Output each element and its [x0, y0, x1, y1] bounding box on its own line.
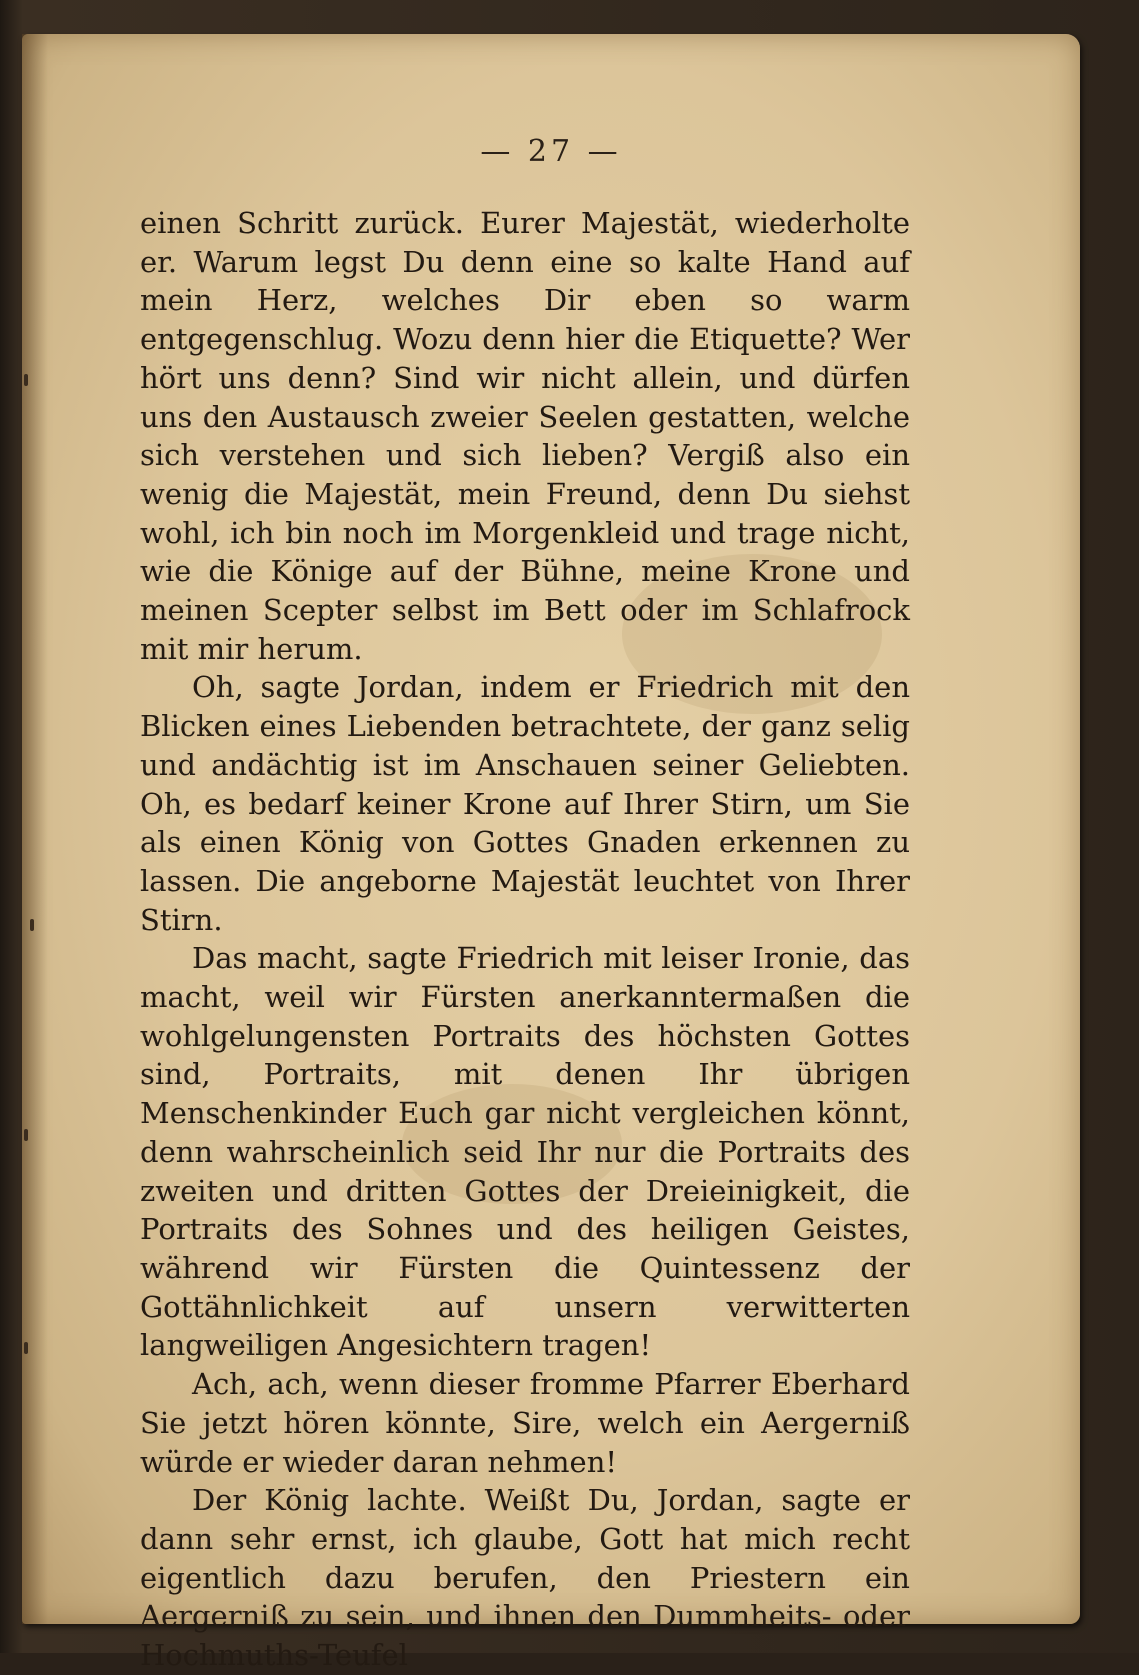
margin-mark	[24, 374, 28, 386]
body-text	[140, 204, 910, 1675]
book-page	[22, 34, 1080, 1673]
paragraph-1: einen Schritt zurück. Eurer Majestät, wiederholte er. Warum legst Du denn eine so kalte Hand auf mein Herz, welches Dir eben so warm entgegenschlug. Wozu denn hier die Etiquette? Wer hört uns denn? Sind wir nicht allein, und dürfen uns den Austausch zweier Seelen gestatten, welche sich verstehen und sich lieben? Vergiß also ein wenig die Majestät, mein Freund, denn Du siehst wohl, ich bin noch im Morgenkleid und trage nicht, wie die Könige auf der Bühne, meine Krone und meinen Scepter selbst im Bett oder im Schlafrock mit mir herum.	[140, 206, 910, 666]
paragraph-2: Oh, sagte Jordan, indem er Friedrich mit den Blicken eines Liebenden betrachtete, der ganz selig und andächtig ist im Anschauen seiner Geliebten. Oh, es bedarf keiner Krone auf Ihrer Stirn, um Sie als einen König von Gottes Gnaden erkennen zu lassen. Die angeborne Majestät leuchtet von Ihrer Stirn.	[140, 670, 910, 937]
page-number: — 27 —	[480, 134, 622, 169]
margin-mark	[24, 1129, 28, 1141]
margin-mark	[24, 1342, 28, 1354]
paragraph-4: Ach, ach, wenn dieser fromme Pfarrer Eberhard Sie jetzt hören könnte, Sire, welch ein Aergerniß würde er wieder daran nehmen!	[140, 1367, 910, 1479]
paragraph-3: Das macht, sagte Friedrich mit leiser Ironie, das macht, weil wir Fürsten anerkanntermaßen die wohlgelungensten Portraits des höchsten Gottes sind, Portraits, mit denen Ihr übrigen Menschenkinder Euch gar nicht vergleichen könnt, denn wahrscheinlich seid Ihr nur die Portraits des zweiten und dritten Gottes der Dreieinigkeit, die Portraits des Sohnes und des heiligen Geistes, während wir Fürsten die Quintessenz der Gottähnlichkeit auf unsern verwitterten langweiligen Angesichtern tragen!	[140, 941, 910, 1363]
margin-mark	[30, 919, 34, 931]
paragraph-5: Der König lachte. Weißt Du, Jordan, sagte er dann sehr ernst, ich glaube, Gott hat mich recht eigentlich dazu berufen, den Priestern ein Aergerniß zu sein, und ihnen den Dummheits- oder Hochmuths-Teufel	[140, 1483, 910, 1673]
